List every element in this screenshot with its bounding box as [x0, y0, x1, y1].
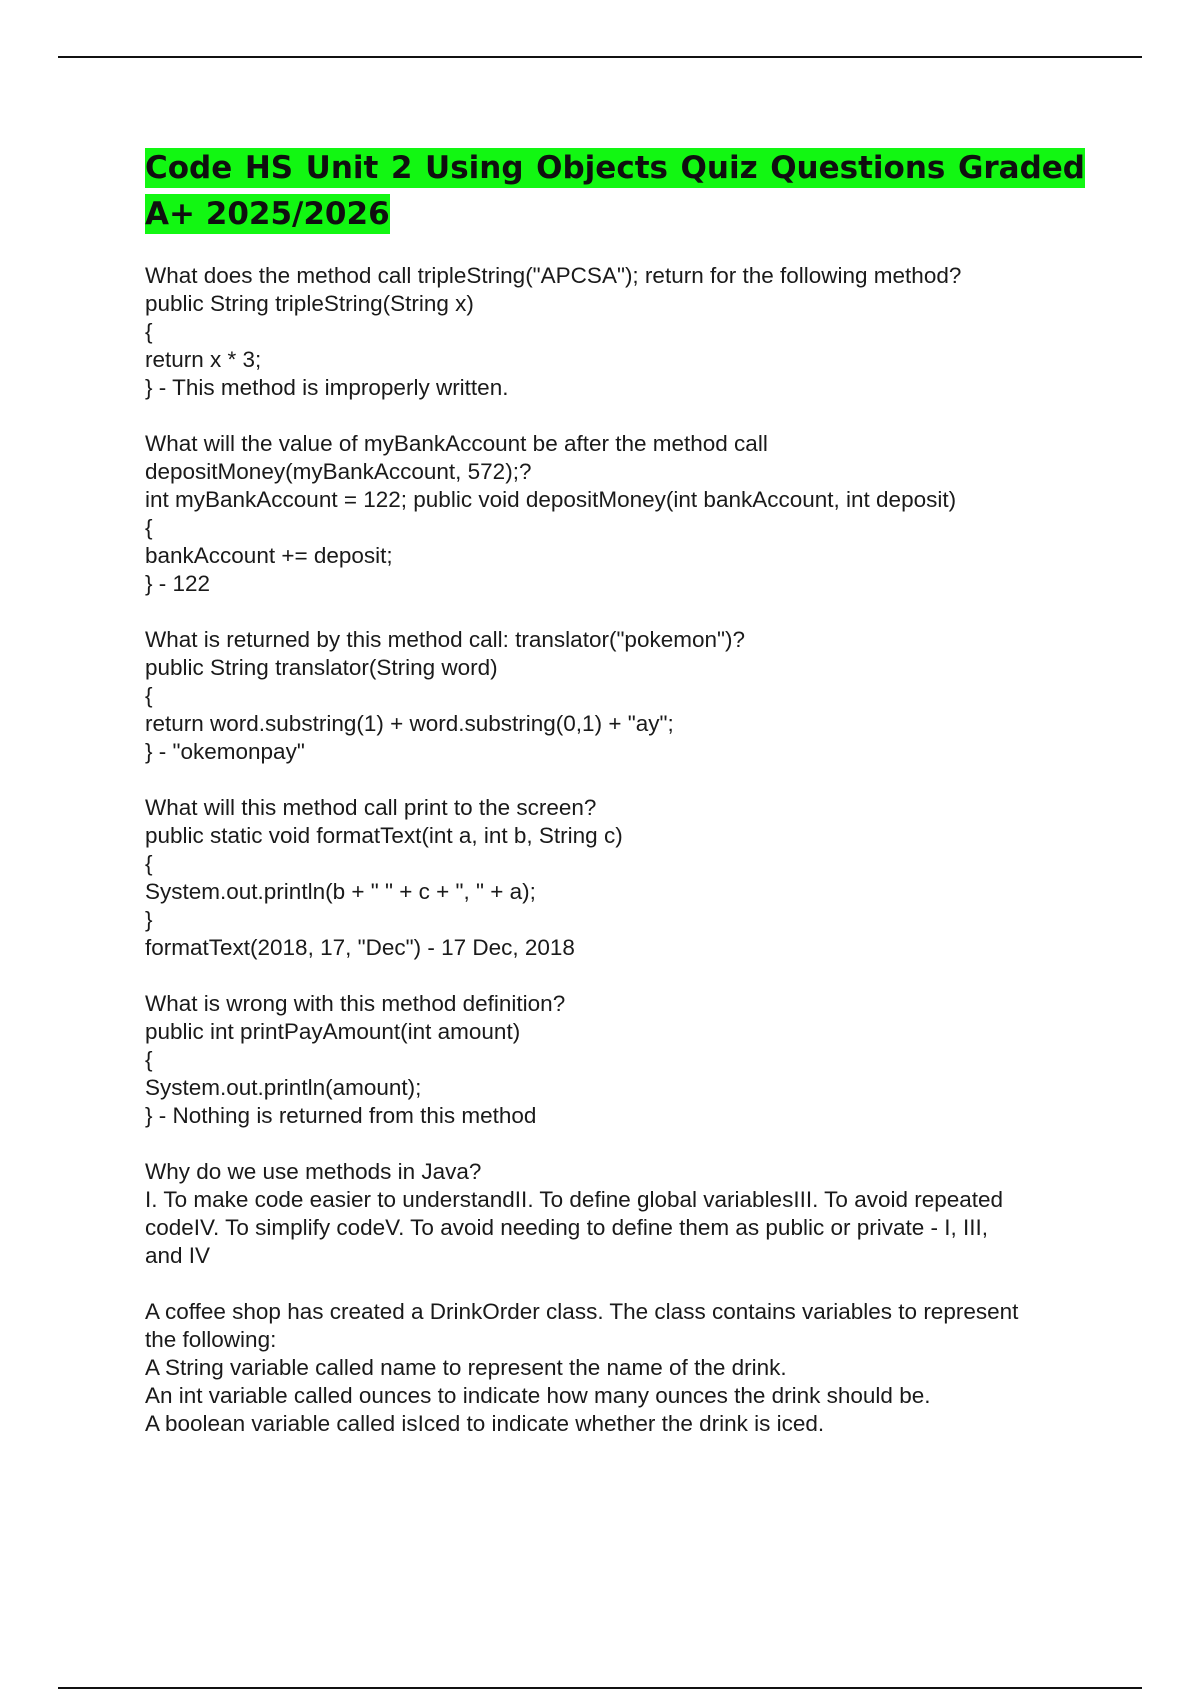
- text-line: System.out.println(b + " " + c + ", " + a);: [145, 879, 536, 904]
- text-line: {: [145, 683, 153, 708]
- text-line: public static void formatText(int a, int b, String c): [145, 823, 623, 848]
- text-line: codeIV. To simplify codeV. To avoid needing to define them as public or private - I, III,: [145, 1215, 989, 1240]
- text-line: {: [145, 851, 153, 876]
- question-list: [145, 262, 1095, 1466]
- text-line: return x * 3;: [145, 347, 262, 372]
- footer-rule: [58, 1687, 1142, 1689]
- text-line: A boolean variable called isIced to indicate whether the drink is iced.: [145, 1411, 825, 1436]
- text-line: public String translator(String word): [145, 655, 498, 680]
- document-title-highlight: Code HS Unit 2 Using Objects Quiz Questions Graded A+ 2025/2026: [145, 150, 1085, 232]
- question-item-1: [145, 262, 1095, 402]
- question-item-6: [145, 1158, 1095, 1270]
- text-line: } - This method is improperly written.: [145, 375, 509, 400]
- text-line: What is wrong with this method definition?: [145, 991, 566, 1016]
- document-title: [145, 145, 1085, 237]
- text-line: {: [145, 1047, 153, 1072]
- text-line: bankAccount += deposit;: [145, 543, 393, 568]
- question-item-3: [145, 626, 1095, 766]
- text-line: System.out.println(amount);: [145, 1075, 422, 1100]
- question-item-5: [145, 990, 1095, 1130]
- text-line: } - Nothing is returned from this method: [145, 1103, 537, 1128]
- text-line: A String variable called name to represent the name of the drink.: [145, 1355, 787, 1380]
- text-line: What will this method call print to the screen?: [145, 795, 597, 820]
- text-line: {: [145, 515, 153, 540]
- text-line: public int printPayAmount(int amount): [145, 1019, 521, 1044]
- text-line: formatText(2018, 17, "Dec") - 17 Dec, 2018: [145, 935, 575, 960]
- text-line: Why do we use methods in Java?: [145, 1159, 482, 1184]
- header-rule: [58, 56, 1142, 58]
- question-item-7: [145, 1298, 1095, 1438]
- title-block: [145, 145, 1085, 237]
- text-line: What does the method call tripleString("APCSA"); return for the following method?: [145, 263, 962, 288]
- text-line: } - 122: [145, 571, 211, 596]
- text-line: What will the value of myBankAccount be after the method call: [145, 431, 768, 456]
- text-line: An int variable called ounces to indicate how many ounces the drink should be.: [145, 1383, 931, 1408]
- question-item-2: [145, 430, 1095, 598]
- text-line: } - "okemonpay": [145, 739, 305, 764]
- text-line: }: [145, 907, 153, 932]
- text-line: I. To make code easier to understandII. To define global variablesIII. To avoid repeated: [145, 1187, 1004, 1212]
- text-line: the following:: [145, 1327, 277, 1352]
- text-line: What is returned by this method call: translator("pokemon")?: [145, 627, 745, 652]
- text-line: int myBankAccount = 122; public void depositMoney(int bankAccount, int deposit): [145, 487, 957, 512]
- text-line: and IV: [145, 1243, 211, 1268]
- text-line: public String tripleString(String x): [145, 291, 474, 316]
- text-line: return word.substring(1) + word.substring(0,1) + "ay";: [145, 711, 674, 736]
- question-item-4: [145, 794, 1095, 962]
- text-line: {: [145, 319, 153, 344]
- text-line: A coffee shop has created a DrinkOrder class. The class contains variables to represent: [145, 1299, 1019, 1324]
- text-line: depositMoney(myBankAccount, 572);?: [145, 459, 532, 484]
